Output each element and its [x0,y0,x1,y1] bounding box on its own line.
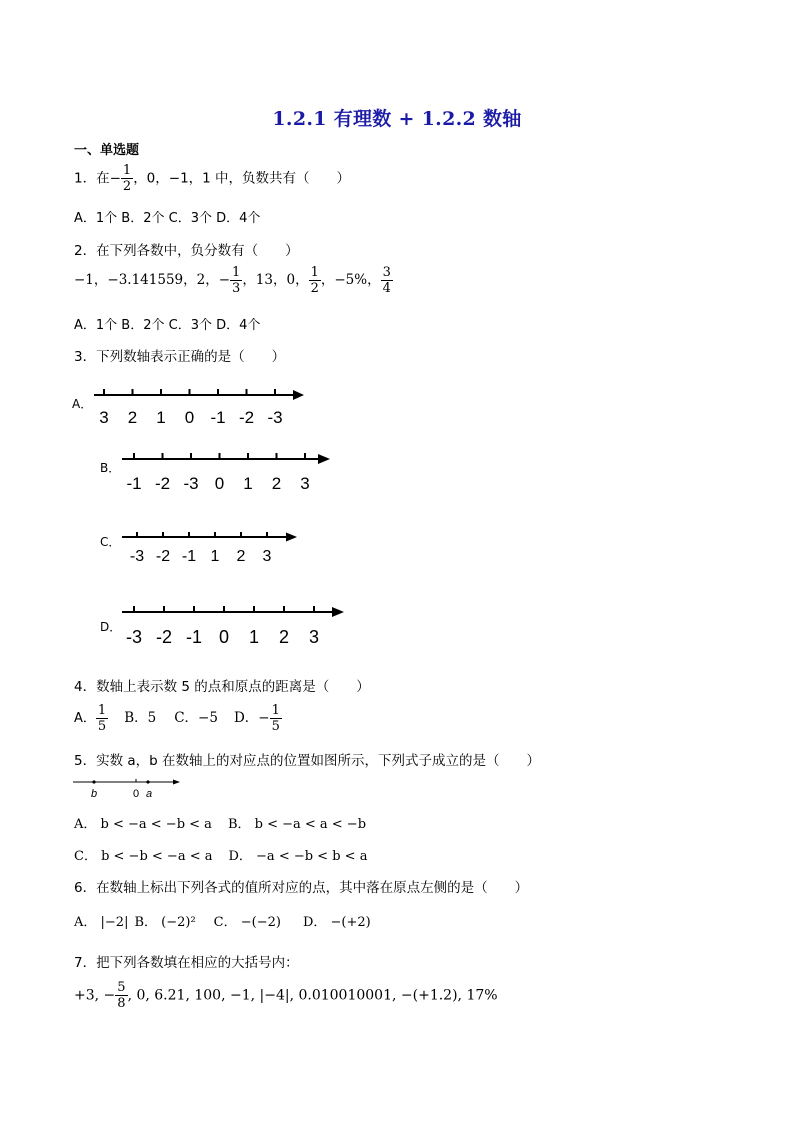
point-a [146,780,149,783]
option-b: B． (−2)² [134,915,196,930]
option-c: C． −(−2) [213,915,281,930]
question-1-rest: ，0，−1，1 中，负数共有（ ） [133,170,351,187]
number-line-c [120,528,310,568]
option-a: A． b < −a < −b < a [74,817,212,832]
axis-tick-label: 0 [214,474,225,493]
option-a-fraction [96,703,108,734]
label-b: b [90,788,98,800]
axis-tick-label: -2 [154,474,171,493]
question-2-numbers [74,265,393,296]
question-2-fraction-1 [230,265,242,296]
option-d-fraction [270,703,282,734]
axis-tick-label: -2 [238,408,255,427]
fraction-numerator: 1 [271,703,280,718]
question-5-options-row-2 [74,845,367,864]
option-d: D． −(+2) [302,915,371,930]
number-line-a [92,385,312,429]
arrow-head [293,390,304,400]
question-2-part1: −1，−3.141559，2，− [74,272,231,288]
fraction-numerator: 1 [97,703,107,718]
fraction-denominator: 5 [97,719,107,734]
fraction-numerator: 1 [310,265,319,280]
axis-tick-label: -1 [126,474,142,493]
number-line-ab [72,775,184,801]
question-4-stem: 4．数轴上表示数 5 的点和原点的距离是（ ） [74,679,370,695]
option-b: B． b < −a < a < −b [227,817,367,832]
axis-tick-label: -1 [185,627,203,647]
fraction-denominator: 4 [382,281,391,296]
axis-tick-label: 1 [156,408,166,427]
axis-tick-label: -2 [155,548,171,565]
option-d-label: D．− [233,710,270,726]
question-1-options: A．1个 B．2个 C．3个 D．4个 [74,211,261,226]
question-2-part3: ，−5%， [320,272,381,288]
axis-tick-label: 0 [218,627,230,647]
fraction-denominator: 2 [122,179,132,194]
axis-tick-label: 3 [300,474,310,493]
fraction-numerator: 1 [232,265,241,280]
section-heading: 一、单选题 [74,143,140,158]
label-a: a [145,788,153,800]
question-2-options: A．1个 B．2个 C．3个 D．4个 [74,318,261,333]
question-2-fraction-3 [381,265,393,296]
question-7-fraction [115,980,127,1011]
question-1-minus: − [109,170,121,187]
option-c: C．−5 [174,710,218,726]
axis-tick-label: -3 [125,627,143,647]
axis-tick-label: 3 [262,548,272,565]
axis-tick-label: 2 [278,627,290,647]
label-origin: 0 [132,788,140,800]
axis-tick-label: 1 [248,627,260,647]
fraction-denominator: 2 [310,281,319,296]
question-1-number: 1． [74,170,97,187]
number-line-d [120,601,350,649]
question-7-stem: 7．把下列各数填在相应的大括号内： [74,955,299,971]
question-6-options [74,911,371,930]
question-5-stem: 5．实数 a，b 在数轴上的对应点的位置如图所示，下列式子成立的是（ ） [74,753,541,769]
fraction-denominator: 5 [271,719,280,734]
arrow-head [318,454,330,464]
fraction-denominator: 8 [117,996,126,1011]
axis-tick-label: 1 [243,474,253,493]
axis-tick-label: 3 [99,408,109,427]
axis-tick-label: 1 [210,548,220,565]
question-6-stem: 6．在数轴上标出下列各式的值所对应的点，其中落在原点左侧的是（ ） [74,880,529,896]
option-a: A． |−2| [74,915,129,930]
question-7-part1: +3, − [74,987,116,1004]
axis-tick-label: -2 [155,627,173,647]
option-c: C． b < −b < −a < a [74,849,213,864]
question-1-lead: 在 [96,170,110,187]
axis-tick-label: -1 [181,548,197,565]
question-2-stem: 2．在下列各数中，负分数有（ ） [74,243,299,259]
fraction-numerator: 3 [382,265,391,280]
question-1 [74,163,350,194]
point-b [92,780,95,783]
axis-d-label: D． [100,620,122,634]
axis-tick-label: -3 [129,548,145,565]
fraction-numerator: 1 [122,163,132,178]
axis-tick-label: 2 [271,474,282,493]
axis-b-label: B． [100,461,121,475]
axis-a-label: A． [72,397,93,411]
arrow-head [173,780,180,785]
page-title: 1.2.1 有理数 + 1.2.2 数轴 [272,108,522,130]
question-4-options [74,703,282,734]
arrow-head [286,533,297,542]
option-b: B．5 [124,710,157,726]
axis-tick-label: 3 [308,627,320,647]
axis-tick-label: -1 [210,408,226,427]
axis-tick-label: 2 [236,548,246,565]
question-2-fraction-2 [309,265,321,296]
option-d: D． −a < −b < b < a [228,849,368,864]
axis-tick-label: -3 [183,474,199,493]
question-3-stem: 3．下列数轴表示正确的是（ ） [74,349,286,365]
fraction-numerator: 5 [117,980,126,995]
fraction-denominator: 3 [232,281,241,296]
arrow-head [332,607,344,617]
axis-tick-label: 2 [127,408,138,427]
number-line-b [120,449,340,493]
axis-tick-label: -3 [267,408,283,427]
question-7-numbers [74,980,498,1011]
question-1-fraction [121,163,133,194]
question-7-part2: , 0, 6.21, 100, −1, |−4|, 0.010010001, −(+1.2), 17% [127,987,498,1004]
axis-tick-label: 0 [184,408,195,427]
question-2-part2: ，13，0， [242,272,309,288]
axis-c-label: C． [100,535,121,549]
question-5-options-row-1 [74,813,366,832]
option-a-label: A． [74,711,96,726]
